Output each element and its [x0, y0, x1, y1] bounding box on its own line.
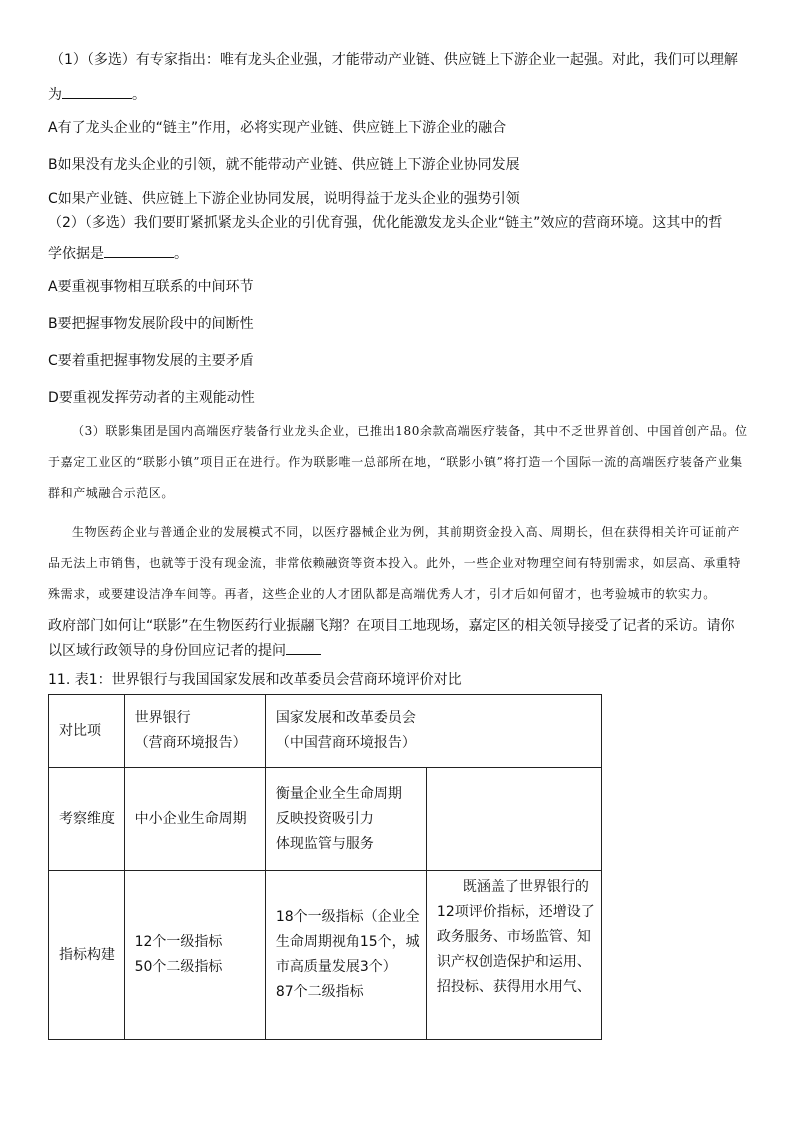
- table-row: [49, 695, 602, 768]
- q3-material-para1: （3）联影集团是国内高端医疗装备行业龙头企业，已推出180余款高端医疗装备，其中不乏世界首创、中国首创产品。位于嘉定工业区的“联影小镇”项目正在进行。作为联影唯一总部所在地，“联影小镇”将打造一个国际一流的高端医疗装备产业集群和产城融合示范区。: [48, 424, 748, 500]
- indicators-ndrc-line2: 87个二级指标: [275, 984, 364, 1000]
- dimension-extra-cell: [426, 768, 601, 871]
- q3-answer-blank[interactable]: [286, 640, 321, 655]
- document-page: [48, 50, 748, 1040]
- q1-stem-line2: 为: [48, 87, 62, 103]
- dimension-label-cell: 考察维度: [49, 768, 125, 871]
- q1-option-a: A有了龙头企业的“链主”作用，必将实现产业链、供应链上下游企业的融合: [48, 120, 507, 136]
- q2-stem-cont: [48, 243, 748, 264]
- table-row: [49, 871, 602, 1040]
- q2-option-a: A要重视事物相互联系的中间环节: [48, 279, 254, 295]
- dimension-ndrc-cell: [265, 768, 426, 871]
- q2-option-b: B要把握事物发展阶段中的间断性: [48, 316, 254, 332]
- ndrc-name: 国家发展和改革委员会: [275, 710, 416, 726]
- q2-option-c: C要着重把握事物发展的主要矛盾: [48, 353, 254, 369]
- q1-stem-end: 。: [132, 87, 146, 103]
- q11-table-title: 11. 表1：世界银行与我国国家发展和改革委员会营商环境评价对比: [48, 672, 462, 688]
- header-ndrc-cell: [265, 695, 601, 768]
- indicators-wb-line: 50个二级指标: [134, 959, 223, 975]
- dimension-ndrc-line: 反映投资吸引力: [275, 810, 374, 827]
- header-wb-cell: [124, 695, 265, 768]
- wb-report: （营商环境报告）: [134, 735, 247, 751]
- q1-option-b: B如果没有龙头企业的引领，就不能带动产业链、供应链上下游企业协同发展: [48, 157, 520, 173]
- indicators-ndrc-cell: [265, 871, 426, 1040]
- q1-stem-line1: （1）（多选）有专家指出：唯有龙头企业强，才能带动产业链、供应链上下游企业一起强。对此，我们可以理解: [50, 52, 738, 68]
- q2-option-d: D要重视发挥劳动者的主观能动性: [48, 390, 255, 406]
- indicators-wb-cell: [124, 871, 265, 1040]
- indicators-wb-line: 12个一级指标: [134, 934, 223, 950]
- q2-stem: [48, 213, 748, 233]
- q2-answer-blank[interactable]: [104, 243, 174, 258]
- q2-stem-line2: 学依据是: [48, 246, 104, 262]
- table-row: [49, 768, 602, 871]
- q2-stem-line1: （2）（多选）我们要盯紧抓紧龙头企业的引优育强，优化能激发龙头企业“链主”效应的营商环境。这其中的哲: [48, 215, 723, 231]
- q1-stem-cont: [48, 84, 748, 105]
- q2-stem-end: 。: [174, 246, 188, 262]
- indicators-ndrc-line1: 18个一级指标（企业全生命周期视角15个，城市高质量发展3个）: [275, 909, 420, 975]
- wb-name: 世界银行: [134, 710, 191, 726]
- indicators-extra-text: 既涵盖了世界银行的12项评价指标，还增设了政务服务、市场监管、知识产权创造保护和运用、招投标、获得用水用气、: [436, 879, 595, 995]
- q3-question: [48, 614, 748, 664]
- q1-stem: [48, 50, 748, 70]
- q1-answer-blank[interactable]: [62, 84, 132, 99]
- q3-material-para2: 生物医药企业与普通企业的发展模式不同，以医疗器械企业为例，其前期资金投入高、周期长，但在获得相关许可证前产品无法上市销售，也就等于没有现金流，非常依赖融资等资本投入。此外，一些企业对物理空间有特别需求，如层高、承重特殊需求，或要建设洁净车间等。再者，这些企业的人才团队都是高端优秀人才，引才后如何留才，也考验城市的软实力。: [48, 525, 742, 601]
- dimension-ndrc-line: 衡量企业全生命周期: [275, 785, 402, 802]
- dimension-ndrc-line: 体现监管与服务: [275, 835, 374, 852]
- indicators-label-cell: 指标构建: [49, 871, 125, 1040]
- header-label-cell: 对比项: [49, 695, 125, 768]
- comparison-table: [48, 694, 602, 1040]
- indicators-extra-cell: [426, 871, 601, 1040]
- q1-option-c: C如果产业链、供应链上下游企业协同发展，说明得益于龙头企业的强势引领: [48, 191, 520, 207]
- q3-question-text: 政府部门如何让“联影”在生物医药行业振翮飞翔？在项目工地现场，嘉定区的相关领导接受了记者的采访。请你以区域行政领导的身份回应记者的提问: [48, 618, 735, 659]
- dimension-wb-cell: 中小企业生命周期: [124, 768, 265, 871]
- ndrc-report: （中国营商环境报告）: [275, 735, 416, 751]
